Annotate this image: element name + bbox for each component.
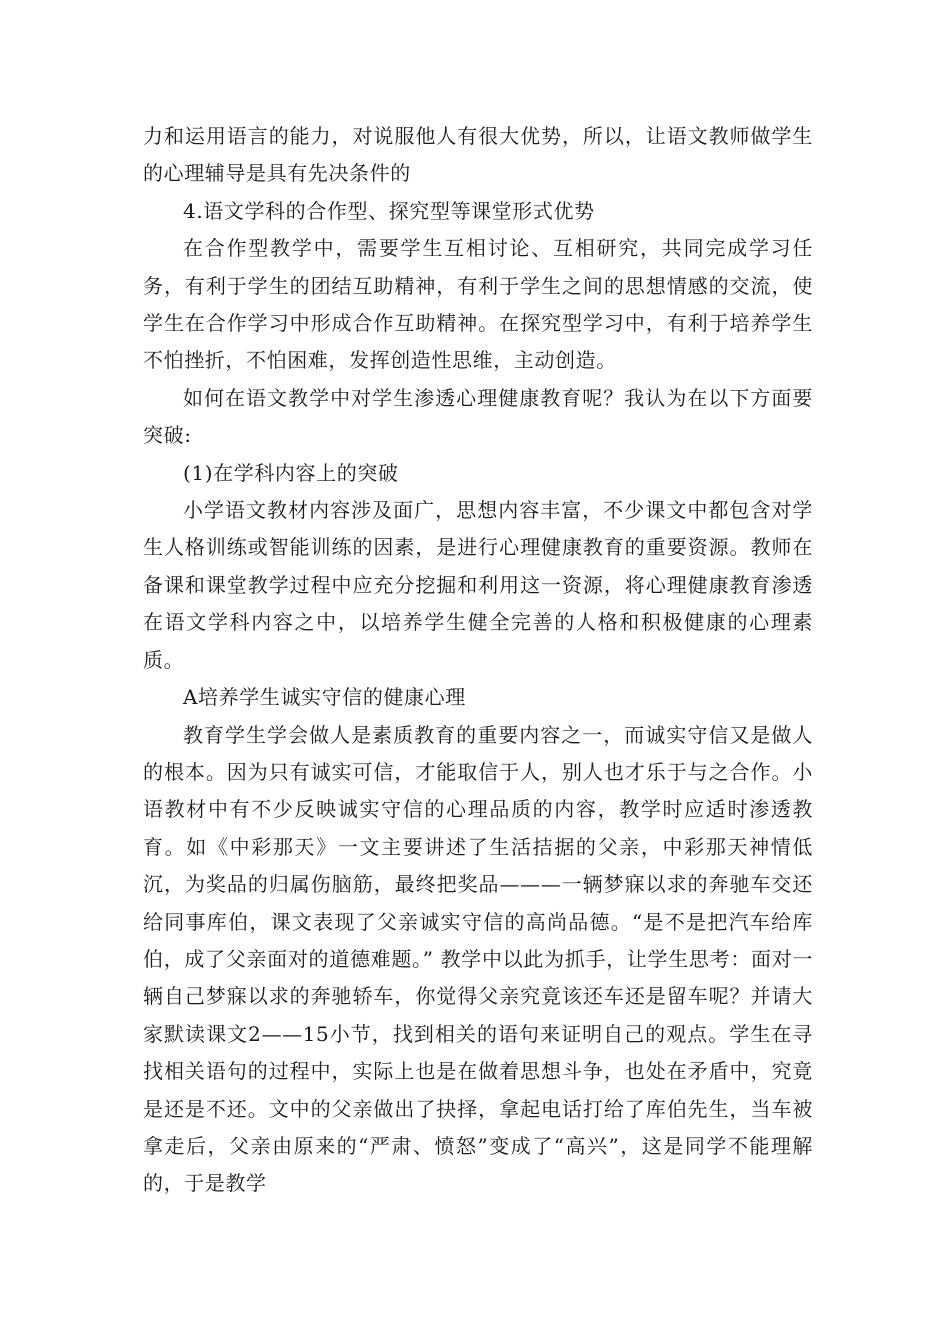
paragraph-textbook-content: 小学语文教材内容涉及面广，思想内容丰富，不少课文中都包含对学生人格训练或智能训练的因素，是进行心理健康教育的重要资源。教师在备课和课堂教学过程中应充分挖掘和利用这一资源，将心理健康教育渗透在语文学科内容之中，以培养学生健全完善的人格和积极健康的心理素质。	[143, 498, 813, 672]
paragraph-question: 如何在语文教学中对学生渗透心理健康教育呢？我认为在以下方面要突破:	[143, 385, 813, 448]
paragraph-continuation: 力和运用语言的能力，对说服他人有很大优势，所以，让语文教师做学生的心理辅导是具有先决条件的	[143, 124, 813, 186]
paragraph-cooperative-learning: 在合作型教学中，需要学生互相讨论、互相研究，共同完成学习任务，有利于学生的团结互助精神，有利于学生之间的思想情感的交流，使学生在合作学习中形成合作互助精神。在探究型学习中，有利于培养学生不怕挫折，不怕困难，发挥创造性思维，主动创造。	[143, 236, 813, 373]
subheading-honesty: A培养学生诚实守信的健康心理	[183, 685, 466, 710]
document-body	[143, 118, 813, 1203]
section-heading-4: 4.语文学科的合作型、探究型等课堂形式优势	[183, 198, 595, 223]
subheading-content-breakthrough: (1)在学科内容上的突破	[183, 460, 399, 485]
paragraph-honesty-teaching: 教育学生学会做人是素质教育的重要内容之一，而诚实守信又是做人的根本。因为只有诚实可信，才能取信于人，别人也才乐于与之合作。小语教材中有不少反映诚实守信的心理品质的内容，教学时应适时渗透教育。如《中彩那天》一文主要讲述了生活拮据的父亲，中彩那天神情低沉，为奖品的归属伤脑筋，最终把奖品———一辆梦寐以求的奔驰车交还给同事库伯，课文表现了父亲诚实守信的高尚品德。“是不是把汽车给库伯，成了父亲面对的道德难题。” 教学中以此为抓手，让学生思考：面对一辆自己梦寐以求的奔驰轿车，你觉得父亲究竟该还车还是留车呢？并请大家默读课文2——15小节，找到相关的语句来证明自己的观点。学生在寻找相关语句的过程中，实际上也是在做着思想斗争，也处在矛盾中，究竟是还是不还。文中的父亲做出了抉择，拿起电话打给了库伯先生，当车被拿走后，父亲由原来的“严肃、愤怒”变成了“高兴”，这是同学不能理解的，于是教学	[143, 722, 813, 1196]
